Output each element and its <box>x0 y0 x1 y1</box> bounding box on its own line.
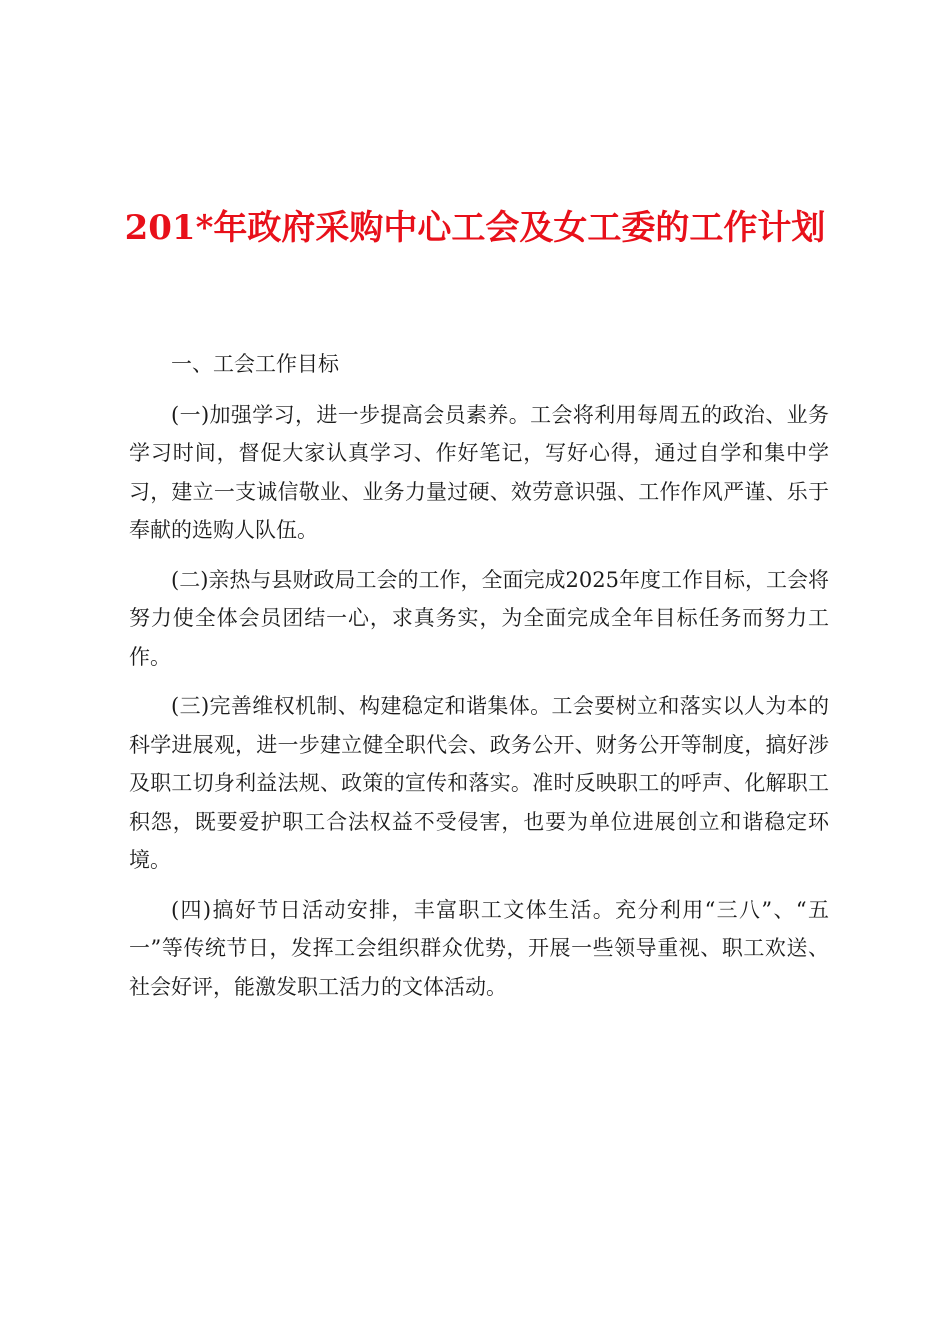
paragraph-3: (三)完善维权机制、构建稳定和谐集体。工会要树立和落实以人为本的科学进展观，进一步建立健全职代会、政务公开、财务公开等制度，搞好涉及职工切身利益法规、政策的宣传和落实。准时反映职工的呼声、化解职工积怨，既要爱护职工合法权益不受侵害，也要为单位进展创立和谐稳定环境。 <box>129 694 829 872</box>
paragraph-4: (四)搞好节日活动安排，丰富职工文体生活。充分利用“三八”、“五一”等传统节日，发挥工会组织群众优势，开展一些领导重视、职工欢送、社会好评，能激发职工活力的文体活动。 <box>129 897 829 999</box>
paragraph-2: (二)亲热与县财政局工会的工作，全面完成2025年度工作目标，工会将努力使全体会员团结一心，求真务实，为全面完成全年目标任务而努力工作。 <box>129 567 829 669</box>
paragraph-1: (一)加强学习，进一步提高会员素养。工会将利用每周五的政治、业务学习时间，督促大家认真学习、作好笔记，写好心得，通过自学和集中学习，建立一支诚信敬业、业务力量过硬、效劳意识强、工作作风严谨、乐于奉献的选购人队伍。 <box>129 402 829 542</box>
document-body <box>129 345 829 1017</box>
section-heading: 一、工会工作目标 <box>171 352 339 376</box>
document-title: 201*年政府采购中心工会及女工委的工作计划 <box>124 208 826 248</box>
